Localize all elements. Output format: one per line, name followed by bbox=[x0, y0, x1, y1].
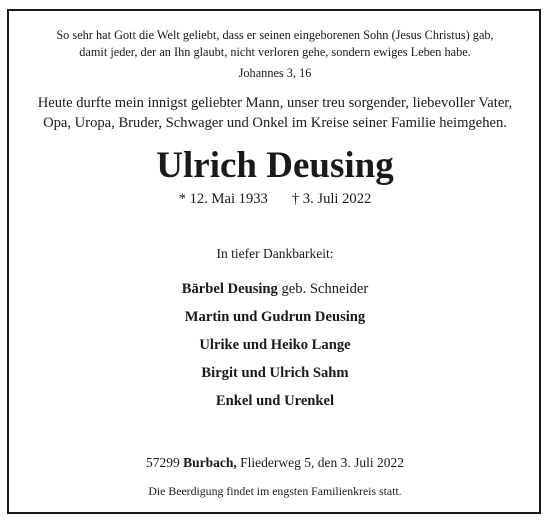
announcement-line-2: Opa, Uropa, Bruder, Schwager und Onkel im Kreise seiner Familie heimgehen. bbox=[43, 115, 507, 131]
thanks-heading: In tiefer Dankbarkeit: bbox=[216, 246, 334, 261]
mourner-5: Enkel und Urenkel bbox=[215, 393, 335, 409]
address-street-date: Fliederweg 5, den 3. Juli 2022 bbox=[240, 455, 404, 470]
address-line bbox=[0, 455, 550, 471]
mourner-3: Ulrike und Heiko Lange bbox=[199, 337, 351, 353]
mourner-2: Martin und Gudrun Deusing bbox=[184, 309, 366, 325]
funeral-note: Die Beerdigung findet im engsten Familienkreis statt. bbox=[148, 484, 402, 498]
birth-date: * 12. Mai 1933 bbox=[178, 191, 268, 207]
mourner-4: Birgit und Ulrich Sahm bbox=[201, 365, 349, 381]
address-postcode: 57299 bbox=[146, 455, 180, 470]
address-town: Burbach, bbox=[183, 455, 237, 470]
verse-line-1: So sehr hat Gott die Welt geliebt, dass er seinen eingeborenen Sohn (Jesus Christus) gab, bbox=[56, 28, 494, 42]
mourner-suffix: geb. Schneider bbox=[281, 281, 369, 297]
verse-source: Johannes 3, 16 bbox=[238, 66, 312, 80]
mourner-1 bbox=[0, 281, 550, 298]
announcement-line-1: Heute durfte mein innigst geliebter Mann, unser treu sorgender, liebevoller Vater, bbox=[37, 95, 513, 111]
death-date: † 3. Juli 2022 bbox=[291, 191, 372, 207]
deceased-name: Ulrich Deusing bbox=[156, 145, 394, 186]
mourner-name: Bärbel Deusing bbox=[181, 281, 278, 297]
life-dates bbox=[0, 191, 550, 208]
verse-line-2: damit jeder, der an Ihn glaubt, nicht verloren gehe, sondern ewiges Leben habe. bbox=[79, 45, 471, 59]
